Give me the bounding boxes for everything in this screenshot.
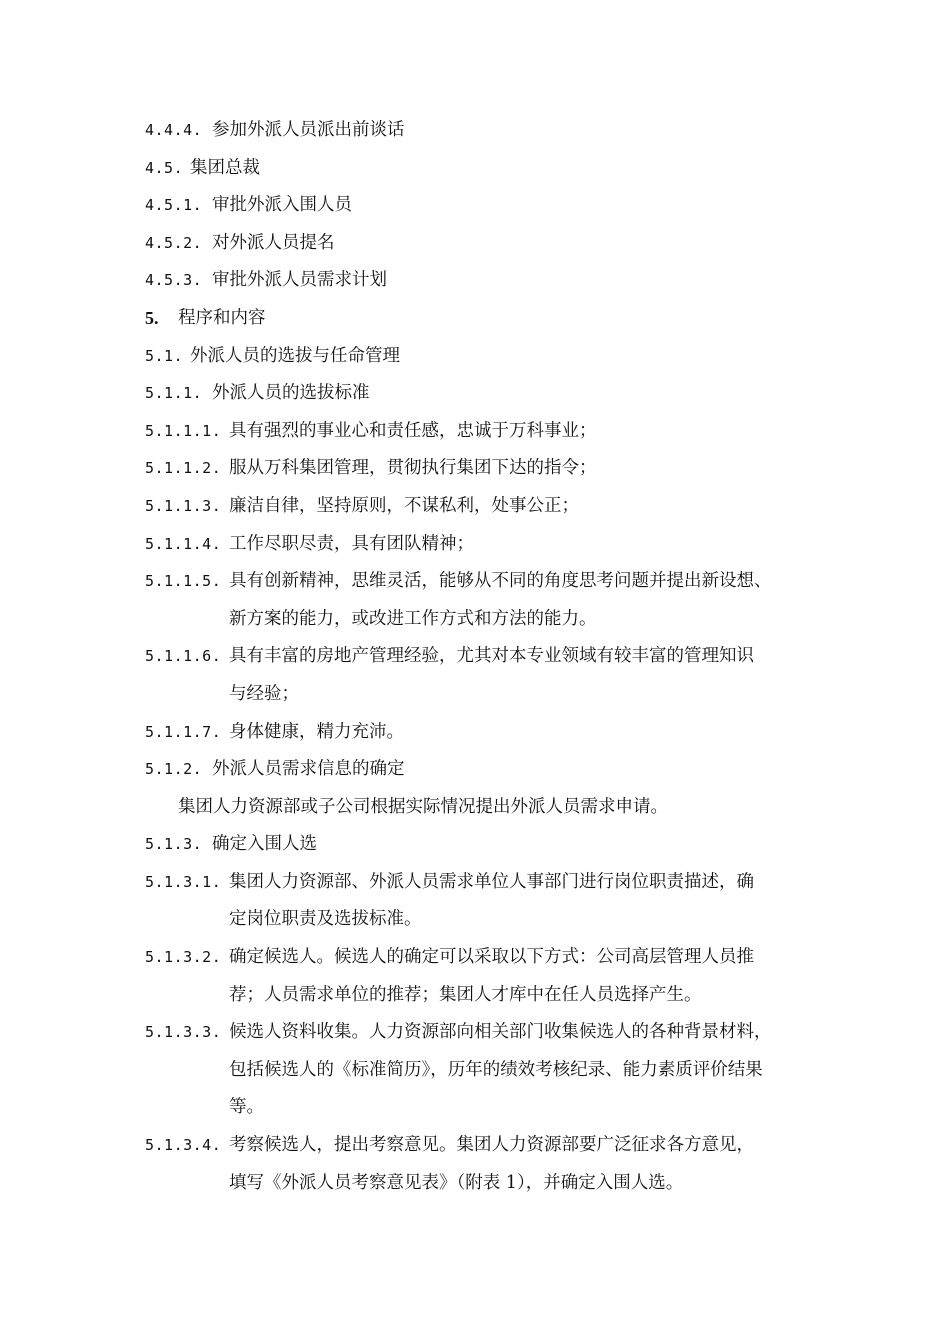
section-text: 具有丰富的房地产管理经验，尤其对本专业领域有较丰富的管理知识	[229, 646, 754, 667]
list-item	[0, 262, 950, 300]
section-text: 候选人资料收集。人力资源部向相关部门收集候选人的各种背景材料，	[229, 1022, 772, 1043]
section-number: 5.1.3.1.	[145, 872, 222, 891]
section-number: 5.1.1.5.	[145, 572, 222, 591]
section-number: 4.5.	[145, 158, 184, 177]
section-text: 新方案的能力，或改进工作方式和方法的能力。	[229, 608, 597, 629]
section-text: 参加外派人员派出前谈话	[212, 120, 405, 140]
list-item	[0, 1127, 950, 1165]
section-number: 4.5.2.	[145, 233, 203, 252]
section-heading	[0, 300, 950, 338]
section-text: 考察候选人，提出考察意见。集团人力资源部要广泛征求各方意见，	[229, 1135, 754, 1156]
paragraph-text: 集团人力资源部或子公司根据实际情况提出外派人员需求申请。	[178, 796, 668, 817]
section-text: 确定入围人选	[212, 834, 317, 855]
section-text: 审批外派入围人员	[212, 195, 352, 216]
list-item-continuation	[0, 901, 950, 939]
list-item-continuation	[0, 676, 950, 714]
section-number: 4.5.1.	[145, 196, 203, 215]
section-number: 5.1.3.2.	[145, 948, 222, 967]
section-text: 外派人员需求信息的确定	[212, 759, 405, 780]
section-text: 廉洁自律，坚持原则，不谋私利，处事公正；	[229, 495, 579, 516]
list-item	[0, 751, 950, 789]
section-number: 5.1.3.3.	[145, 1023, 222, 1042]
section-number: 5.1.1.1.	[145, 421, 222, 440]
section-text: 工作尽职尽责，具有团队精神；	[229, 533, 474, 554]
section-number: 5.1.2.	[145, 760, 203, 779]
section-number: 4.5.3.	[145, 271, 203, 290]
section-text: 对外派人员提名	[212, 232, 335, 253]
list-item	[0, 526, 950, 564]
list-item	[0, 488, 950, 526]
section-text: 集团总裁	[190, 157, 260, 178]
section-number: 5.1.1.	[145, 384, 203, 403]
section-number: 5.1.1.2.	[145, 459, 222, 478]
section-text: 外派人员的选拔与任命管理	[190, 345, 400, 366]
list-item-continuation	[0, 601, 950, 639]
section-number: 5.	[145, 307, 159, 328]
section-text: 与经验；	[229, 683, 299, 704]
document-page	[0, 112, 950, 1202]
list-item	[0, 450, 950, 488]
list-item	[0, 187, 950, 225]
list-item	[0, 112, 950, 150]
list-item	[0, 338, 950, 376]
section-text: 等。	[229, 1097, 264, 1118]
list-item	[0, 864, 950, 902]
section-text: 确定候选人。候选人的确定可以采取以下方式：公司高层管理人员推	[229, 947, 754, 968]
section-text: 集团人力资源部、外派人员需求单位人事部门进行岗位职责描述，确	[229, 871, 754, 892]
list-item	[0, 714, 950, 752]
list-item	[0, 939, 950, 977]
section-text: 外派人员的选拔标准	[212, 383, 370, 404]
section-number: 5.1.1.3.	[145, 496, 222, 515]
list-item	[0, 375, 950, 413]
list-item	[0, 563, 950, 601]
list-item	[0, 1014, 950, 1052]
list-item	[0, 150, 950, 188]
list-item	[0, 225, 950, 263]
list-item-continuation	[0, 1089, 950, 1127]
section-text: 身体健康，精力充沛。	[229, 721, 404, 742]
section-text: 填写《外派人员考察意见表》（附表 1），并确定入围人选。	[229, 1172, 684, 1193]
list-item-continuation	[0, 977, 950, 1015]
section-text: 服从万科集团管理，贯彻执行集团下达的指令；	[229, 458, 597, 479]
paragraph	[0, 789, 950, 827]
section-number: 4.4.4.	[145, 121, 203, 139]
list-item-continuation	[0, 1165, 950, 1203]
section-text: 定岗位职责及选拔标准。	[229, 909, 422, 930]
section-number: 5.1.1.6.	[145, 647, 222, 666]
list-item	[0, 413, 950, 451]
section-text: 审批外派人员需求计划	[212, 270, 387, 291]
section-text: 荐；人员需求单位的推荐；集团人才库中在任人员选择产生。	[229, 984, 702, 1005]
section-text: 具有强烈的事业心和责任感，忠诚于万科事业；	[229, 420, 597, 441]
list-item	[0, 638, 950, 676]
section-text: 包括候选人的《标准简历》，历年的绩效考核纪录、能力素质评价结果	[229, 1059, 763, 1080]
section-number: 5.1.1.7.	[145, 722, 222, 741]
section-text: 程序和内容	[178, 307, 266, 328]
list-item	[0, 826, 950, 864]
section-number: 5.1.1.4.	[145, 534, 222, 553]
section-number: 5.1.3.	[145, 835, 203, 854]
section-number: 5.1.	[145, 346, 184, 365]
section-number: 5.1.3.4.	[145, 1136, 222, 1155]
section-text: 具有创新精神，思维灵活，能够从不同的角度思考问题并提出新设想、	[229, 571, 772, 592]
list-item-continuation	[0, 1052, 950, 1090]
